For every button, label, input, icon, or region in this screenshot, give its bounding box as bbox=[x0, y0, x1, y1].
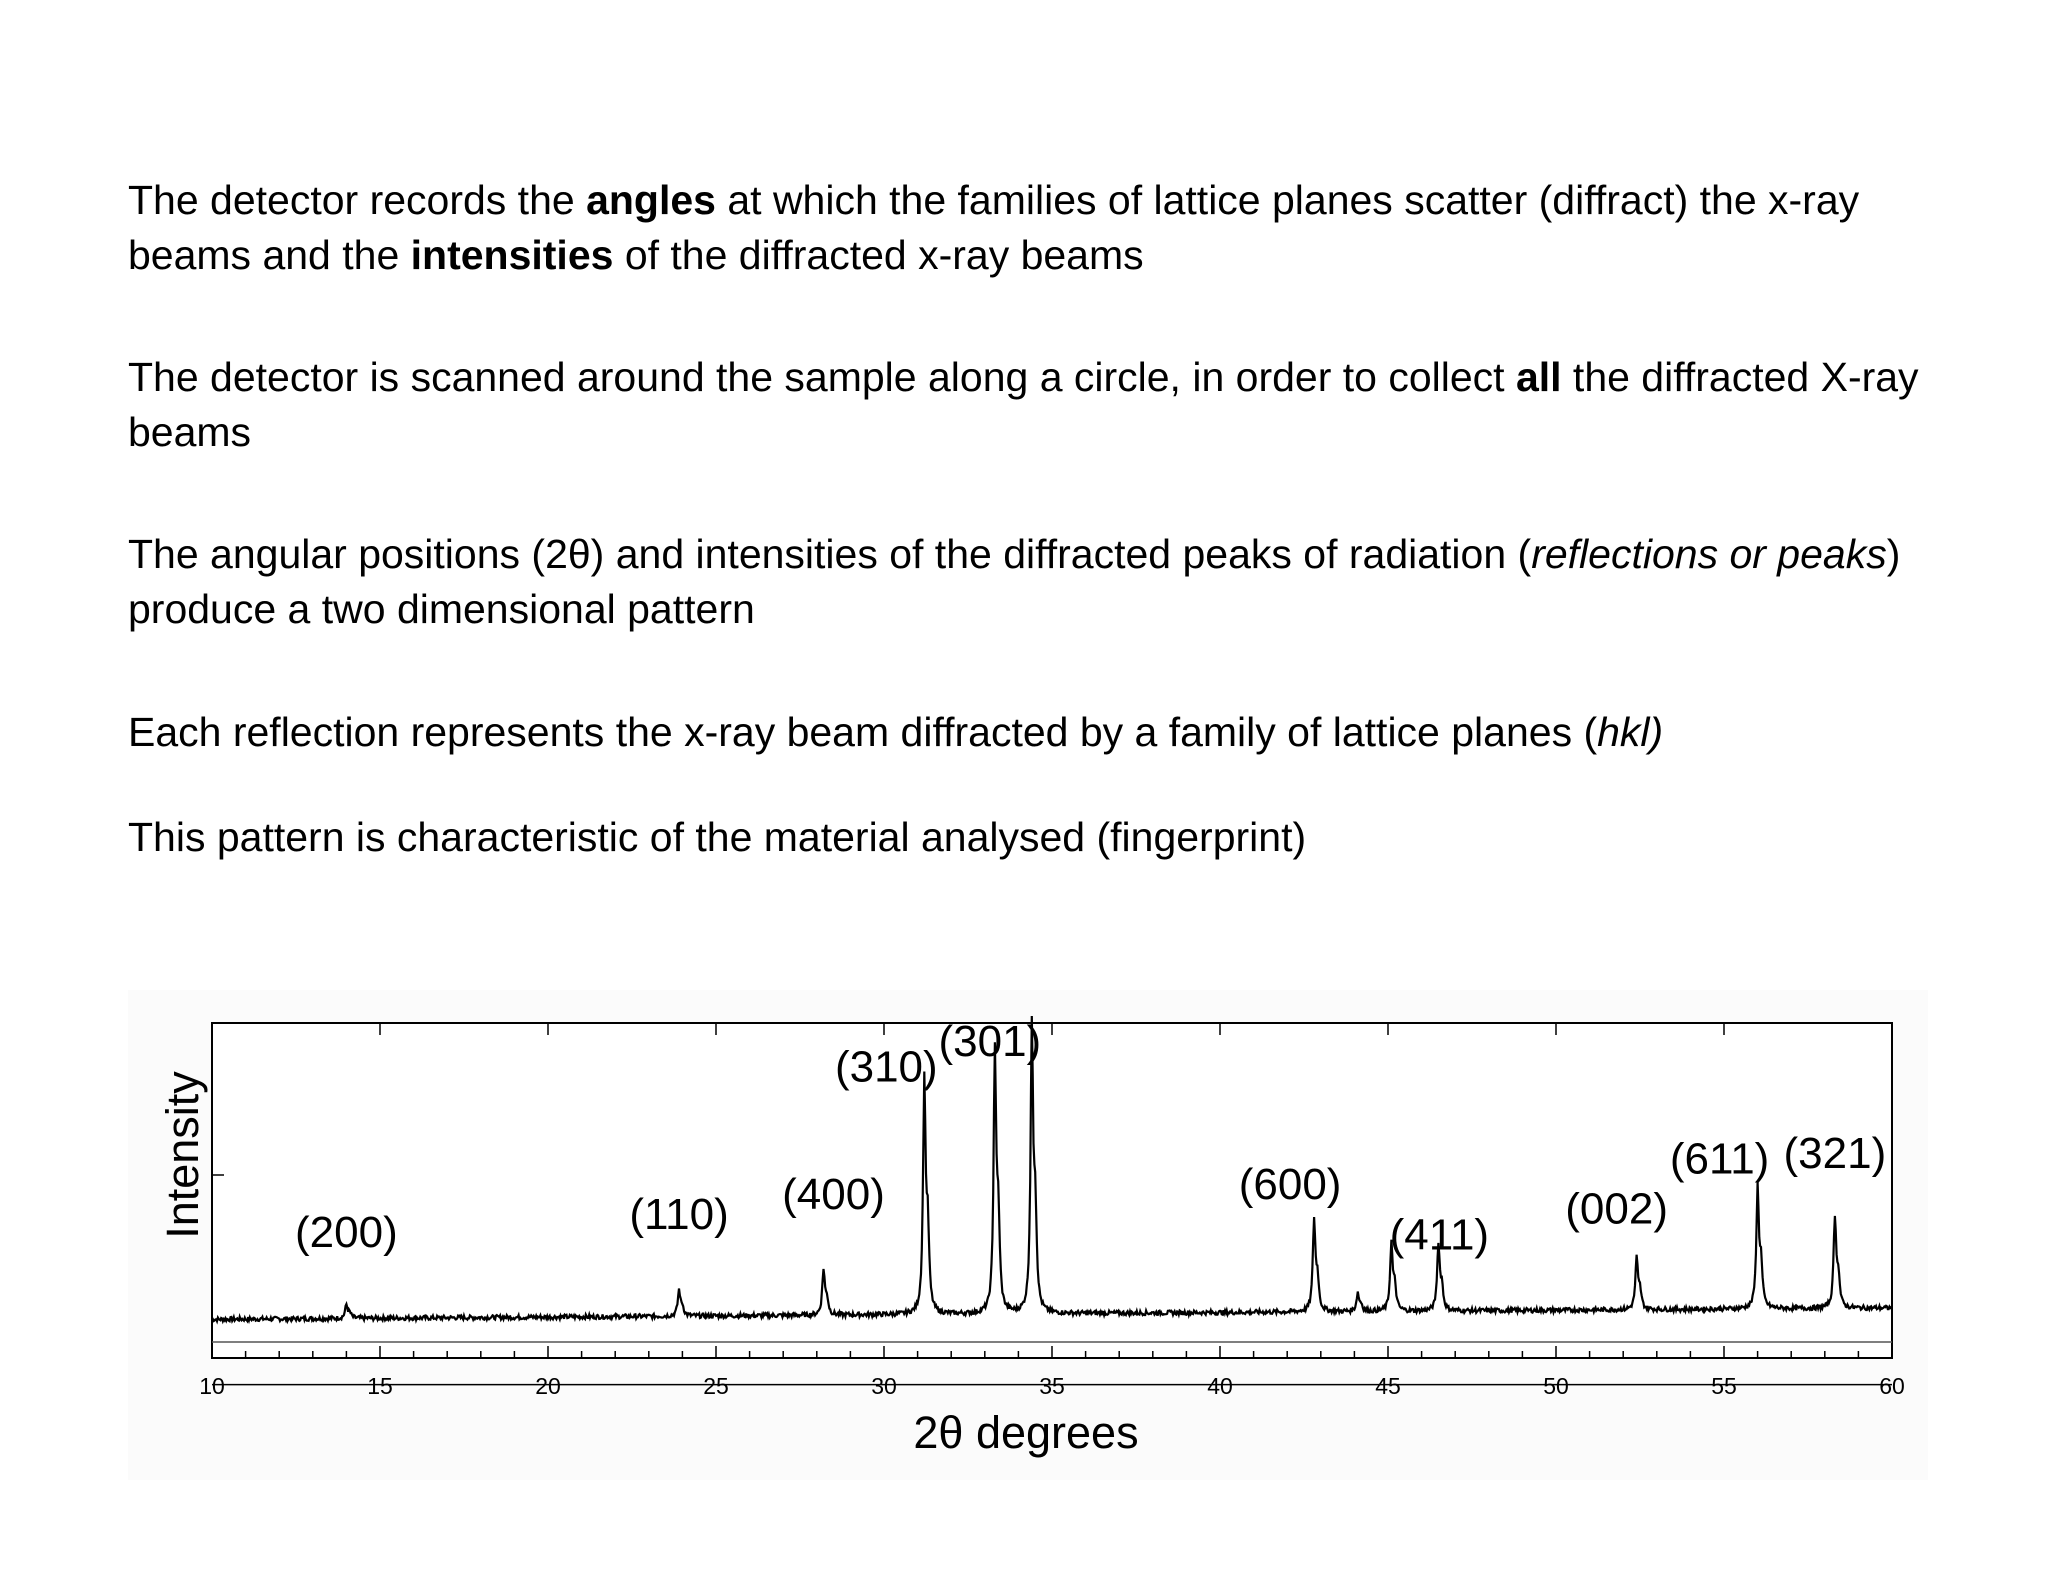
peak-label: (200) bbox=[295, 1208, 398, 1258]
peak-label: (002) bbox=[1565, 1184, 1668, 1234]
y-axis-label: Intensity bbox=[157, 1071, 208, 1239]
text-run: The detector is scanned around the sample along a circle, in order to collect bbox=[128, 354, 1516, 400]
text-run: hkl) bbox=[1597, 709, 1664, 755]
text-run: ) produce a two dimensional pattern bbox=[128, 531, 1901, 632]
text-run: intensities bbox=[410, 232, 614, 278]
peak-label: (110) bbox=[629, 1189, 729, 1239]
text-run: at which the families of lattice planes scatter (diffract) the x-ray beams and the bbox=[128, 177, 1860, 278]
x-tick-label: 20 bbox=[535, 1373, 561, 1399]
peak-label: (321) bbox=[1783, 1128, 1887, 1178]
x-tick-label: 30 bbox=[871, 1373, 897, 1399]
x-tick-label: 45 bbox=[1375, 1373, 1401, 1399]
x-tick-label: 60 bbox=[1879, 1373, 1905, 1399]
x-axis-label: 2θ degrees bbox=[913, 1407, 1139, 1458]
x-tick-label: 25 bbox=[703, 1373, 729, 1399]
x-tick-label: 40 bbox=[1207, 1373, 1233, 1399]
x-tick-label: 15 bbox=[367, 1373, 393, 1399]
peak-label: (400) bbox=[782, 1170, 885, 1220]
x-tick-label: 55 bbox=[1711, 1373, 1737, 1399]
x-tick-label: 10 bbox=[199, 1373, 225, 1399]
text-run: all bbox=[1515, 354, 1562, 400]
text-run: of the diffracted x-ray beams bbox=[613, 232, 1144, 278]
text-run: the diffracted X-ray beams bbox=[128, 354, 1919, 455]
text-run: This pattern is characteristic of the material analysed (fingerprint) bbox=[128, 814, 1307, 860]
text-run: reflections or peaks bbox=[1531, 531, 1887, 577]
peak-label: (611) bbox=[1669, 1134, 1770, 1184]
text-run: angles bbox=[586, 177, 716, 223]
peak-label: (301) bbox=[938, 1017, 1042, 1067]
x-tick-label: 50 bbox=[1543, 1373, 1569, 1399]
peak-label: (310) bbox=[834, 1042, 938, 1092]
text-run: Each reflection represents the x-ray beam diffracted by a family of lattice planes ( bbox=[128, 709, 1598, 755]
text-run: The angular positions (2θ) and intensities of the diffracted peaks of radiation ( bbox=[128, 531, 1532, 577]
x-tick-label: 35 bbox=[1039, 1373, 1065, 1399]
peak-label: (411) bbox=[1389, 1210, 1490, 1260]
peak-label: (600) bbox=[1238, 1159, 1342, 1209]
text-run: The detector records the bbox=[128, 177, 587, 223]
